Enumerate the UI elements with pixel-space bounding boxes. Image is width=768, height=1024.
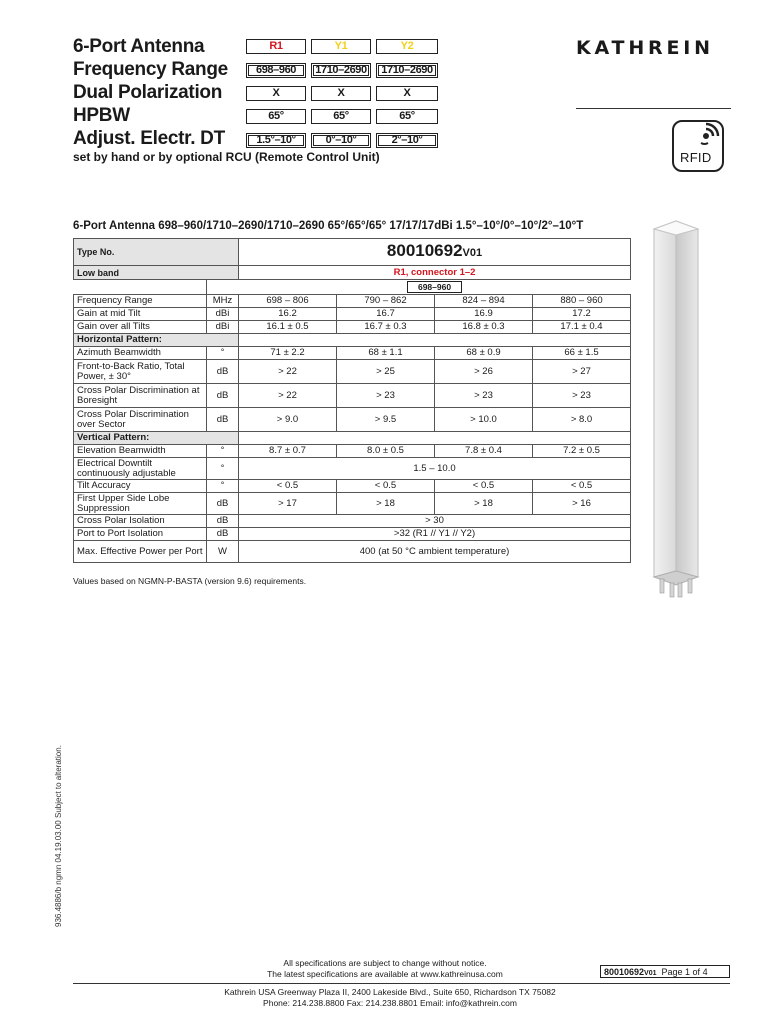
document-code: 936.4886/b ngmn 04.19.03.00 Subject to alteration. bbox=[54, 745, 63, 927]
table-row: Azimuth Beamwidth ° 71 ± 2.2 68 ± 1.1 68 ± 0.9 66 ± 1.5 bbox=[74, 347, 631, 360]
hpbw-r1-box: 65° bbox=[246, 109, 306, 124]
pol-y2-box: X bbox=[376, 86, 438, 101]
param-label-frequency: Frequency Range bbox=[73, 59, 228, 80]
table-row: Cross Polar Discrimination at Boresight dB > 22 > 23 > 23 > 23 bbox=[74, 384, 631, 408]
wireless-signal-icon bbox=[674, 122, 722, 152]
table-row: Gain at mid Tilt dBi 16.2 16.7 16.9 17.2 bbox=[74, 308, 631, 321]
rfid-icon bbox=[672, 120, 724, 172]
band-range: 698–960 bbox=[407, 281, 462, 293]
table-row: Cross Polar Isolation dB > 30 bbox=[74, 515, 631, 528]
table-row: Frequency Range MHz 698 – 806 790 – 862 824 – 894 880 – 960 bbox=[74, 295, 631, 308]
table-row: Max. Effective Power per Port W 400 (at 50 °C ambient temperature) bbox=[74, 541, 631, 563]
section-row: Horizontal Pattern: bbox=[74, 334, 631, 347]
footer-contact: Phone: 214.238.8800 Fax: 214.238.8801 Email: info@kathrein.com bbox=[263, 998, 517, 1008]
param-label-ports: 6-Port Antenna bbox=[73, 36, 205, 57]
table-row: Gain over all Tilts dBi 16.1 ± 0.5 16.7 ± 0.3 16.8 ± 0.3 17.1 ± 0.4 bbox=[74, 321, 631, 334]
disclaimer-line-2: The latest specifications are available at www.kathreinusa.com bbox=[267, 969, 503, 979]
param-label-hpbw: HPBW bbox=[73, 105, 130, 126]
pol-r1-box: X bbox=[246, 86, 306, 101]
hpbw-y2-box: 65° bbox=[376, 109, 438, 124]
port-y1-box: Y1 bbox=[311, 39, 371, 54]
footer-divider bbox=[73, 983, 730, 984]
tilt-note: set by hand or by optional RCU (Remote Control Unit) bbox=[73, 150, 380, 164]
table-row: Front-to-Back Ratio, Total Power, ± 30° dB > 22 > 25 > 26 > 27 bbox=[74, 360, 631, 384]
header-divider bbox=[576, 108, 731, 109]
table-row: Cross Polar Discrimination over Sector dB > 9.0 > 9.5 > 10.0 > 8.0 bbox=[74, 408, 631, 432]
antenna-image bbox=[640, 215, 720, 600]
connector-label: R1, connector 1–2 bbox=[239, 266, 631, 280]
table-row: Electrical Downtilt continuously adjustable ° 1.5 – 10.0 bbox=[74, 458, 631, 480]
param-label-polarization: Dual Polarization bbox=[73, 82, 223, 103]
port-r1-box: R1 bbox=[246, 39, 306, 54]
band-range-cell bbox=[239, 280, 631, 295]
tilt-y2-box: 2°–10° bbox=[376, 133, 438, 148]
freq-y1-box: 1710–2690 bbox=[311, 63, 371, 78]
band-label: Low band bbox=[74, 266, 239, 280]
hpbw-y1-box: 65° bbox=[311, 109, 371, 124]
kathrein-logo: KATHREIN bbox=[576, 37, 714, 59]
type-no-label: Type No. bbox=[74, 239, 239, 266]
tilt-y1-box: 0°–10° bbox=[311, 133, 371, 148]
freq-r1-box: 698–960 bbox=[246, 63, 306, 78]
table-row: Port to Port Isolation dB >32 (R1 // Y1 // Y2) bbox=[74, 528, 631, 541]
rfid-label: RFID bbox=[680, 150, 712, 165]
pol-y1-box: X bbox=[311, 86, 371, 101]
disclaimer-line-1: All specifications are subject to change without notice. bbox=[283, 958, 487, 968]
footnote: Values based on NGMN-P-BASTA (version 9.6) requirements. bbox=[73, 576, 307, 586]
table-title: 6-Port Antenna 698–960/1710–2690/1710–2690 65°/65°/65° 17/17/17dBi 1.5°–10°/0°–10°/2°–10°T bbox=[73, 220, 584, 232]
section-row: Vertical Pattern: bbox=[74, 432, 631, 445]
spec-table bbox=[73, 238, 631, 563]
port-y2-box: Y2 bbox=[376, 39, 438, 54]
table-row: Elevation Beamwidth ° 8.7 ± 0.7 8.0 ± 0.5 7.8 ± 0.4 7.2 ± 0.5 bbox=[74, 445, 631, 458]
table-row: Tilt Accuracy ° < 0.5 < 0.5 < 0.5 < 0.5 bbox=[74, 480, 631, 493]
param-label-tilt: Adjust. Electr. DT bbox=[73, 128, 225, 149]
page-indicator: 80010692V01 Page 1 of 4 bbox=[600, 965, 730, 978]
type-no-value: 80010692V01 bbox=[239, 239, 631, 266]
tilt-r1-box: 1.5°–10° bbox=[246, 133, 306, 148]
freq-y2-box: 1710–2690 bbox=[376, 63, 438, 78]
footer-address: Kathrein USA Greenway Plaza II, 2400 Lakeside Blvd., Suite 650, Richardson TX 75082 bbox=[224, 987, 556, 997]
table-row: First Upper Side Lobe Suppression dB > 17 > 18 > 18 > 16 bbox=[74, 493, 631, 515]
